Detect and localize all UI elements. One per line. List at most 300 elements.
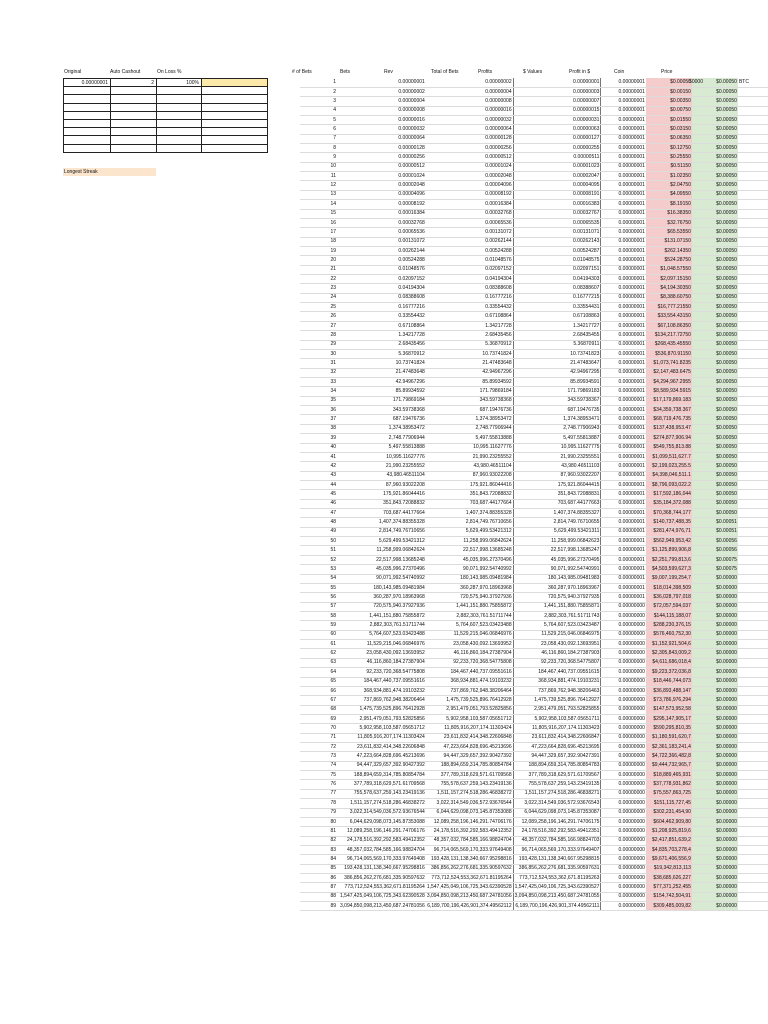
rev-cell[interactable]: 1,441,151,880.75855872 — [426, 602, 513, 611]
profit-in-dollars-cell[interactable]: $0.00050 — [692, 181, 738, 190]
bet-cell[interactable]: 2,882,303,761.51711744 — [339, 621, 426, 630]
bet-cell[interactable]: 0.00262144 — [339, 246, 426, 255]
bet-cell[interactable]: 0.00004096 — [339, 190, 426, 199]
profit-in-dollars-cell[interactable]: $0.00000 — [692, 761, 738, 770]
profit-cell[interactable]: 0.00000000 — [601, 855, 646, 864]
profit-in-dollars-cell[interactable]: $0.00050 — [692, 153, 738, 162]
profit-cell[interactable]: 0.00000001 — [601, 190, 646, 199]
bet-cell[interactable]: 47,223,664,828,696.45213696 — [339, 752, 426, 761]
profit-in-dollars-cell[interactable]: $0.00050 — [692, 396, 738, 405]
profit-in-dollars-cell[interactable]: $0.00050 — [692, 115, 738, 124]
profit-cell[interactable]: 0.00000000 — [601, 874, 646, 883]
bet-cell[interactable]: 737,869,762,948.38206464 — [339, 696, 426, 705]
bet-number-cell[interactable]: 25 — [300, 303, 339, 312]
coin-cell[interactable] — [738, 855, 768, 864]
coin-cell[interactable] — [738, 836, 768, 845]
bet-number-cell[interactable]: 40 — [300, 443, 339, 452]
rev-cell[interactable]: 10.73741824 — [426, 349, 513, 358]
total-of-bets-cell[interactable]: 0.33554431 — [513, 303, 601, 312]
rev-cell[interactable]: 92,233,720,368.54775808 — [426, 658, 513, 667]
profit-cell[interactable]: 0.00000001 — [601, 574, 646, 583]
rev-cell[interactable]: 42.94967296 — [426, 368, 513, 377]
dollar-value-cell[interactable]: $35,184,372,088 — [646, 499, 692, 508]
coin-cell[interactable] — [738, 499, 768, 508]
profit-in-dollars-cell[interactable]: $0.00050 — [692, 415, 738, 424]
rev-cell[interactable]: 96,714,065,569,170,333.97649408 — [426, 845, 513, 854]
bet-cell[interactable]: 46,116,860,184.27387904 — [339, 658, 426, 667]
rev-cell[interactable]: 1.34217728 — [426, 321, 513, 330]
profit-in-dollars-cell[interactable]: $0.00000 — [692, 602, 738, 611]
rev-cell[interactable]: 1,511,157,274,518,286.46838272 — [426, 789, 513, 798]
rev-cell[interactable]: 0.00001024 — [426, 162, 513, 171]
rev-cell[interactable]: 0.00065536 — [426, 218, 513, 227]
rev-cell[interactable]: 1,407,374.88355328 — [426, 509, 513, 518]
coin-cell[interactable] — [738, 293, 768, 302]
profit-cell[interactable]: 0.00000001 — [601, 537, 646, 546]
coin-cell[interactable] — [738, 817, 768, 826]
bet-cell[interactable]: 0.00065536 — [339, 228, 426, 237]
dollar-value-cell[interactable]: $144,115,188,07 — [646, 611, 692, 620]
dollar-value-cell[interactable]: $2,417,851,639,2 — [646, 836, 692, 845]
profit-cell[interactable]: 0.00000001 — [601, 583, 646, 592]
rev-cell[interactable]: 0.00000512 — [426, 153, 513, 162]
profit-cell[interactable]: 0.00000000 — [601, 640, 646, 649]
total-of-bets-cell[interactable]: 0.00000007 — [513, 97, 601, 106]
bet-cell[interactable]: 85.89934592 — [339, 387, 426, 396]
rev-cell[interactable]: 0.01048576 — [426, 256, 513, 265]
coin-cell[interactable] — [738, 275, 768, 284]
profit-in-dollars-cell[interactable]: $0.00050 — [692, 349, 738, 358]
bet-number-cell[interactable]: 17 — [300, 228, 339, 237]
dollar-value-cell[interactable]: $4,294,967.2955 — [646, 378, 692, 387]
profit-cell[interactable]: 0.00000001 — [601, 293, 646, 302]
dollar-value-cell[interactable]: $302,231,454,90 — [646, 808, 692, 817]
total-of-bets-cell[interactable]: 0.08388607 — [513, 284, 601, 293]
rev-cell[interactable]: 377,789,318,629,571.61709568 — [426, 771, 513, 780]
profit-cell[interactable]: 0.00000000 — [601, 743, 646, 752]
rev-cell[interactable]: 0.00000016 — [426, 106, 513, 115]
profit-cell[interactable]: 0.00000001 — [601, 134, 646, 143]
bet-cell[interactable]: 175,921.86044416 — [339, 490, 426, 499]
profit-cell[interactable]: 0.00000001 — [601, 153, 646, 162]
rev-cell[interactable]: 22,517,998.13685248 — [426, 546, 513, 555]
rev-cell[interactable]: 2,814,749.76710656 — [426, 518, 513, 527]
rev-cell[interactable]: 0.00000256 — [426, 144, 513, 153]
dollar-value-cell[interactable]: $274,877,906.94 — [646, 434, 692, 443]
dollar-value-cell[interactable]: $65.53550 — [646, 228, 692, 237]
rev-cell[interactable]: 2,882,303,761.51711744 — [426, 611, 513, 620]
profit-cell[interactable]: 0.00000001 — [601, 125, 646, 134]
coin-cell[interactable] — [738, 602, 768, 611]
coin-cell[interactable] — [738, 172, 768, 181]
coin-cell[interactable] — [738, 752, 768, 761]
total-of-bets-cell[interactable]: 11,258,999.06842623 — [513, 537, 601, 546]
bet-number-cell[interactable]: 21 — [300, 265, 339, 274]
bet-cell[interactable]: 0.16777216 — [339, 303, 426, 312]
total-of-bets-cell[interactable]: 687.19476735 — [513, 406, 601, 415]
bet-cell[interactable]: 21,990.23255552 — [339, 462, 426, 471]
profit-cell[interactable]: 0.00000001 — [601, 162, 646, 171]
profit-in-dollars-cell[interactable]: $0.00000 — [692, 902, 738, 911]
coin-cell[interactable] — [738, 153, 768, 162]
dollar-value-cell[interactable]: $151,115,727,45 — [646, 799, 692, 808]
rev-cell[interactable]: 5.36870912 — [426, 340, 513, 349]
total-of-bets-cell[interactable]: 0.00004095 — [513, 181, 601, 190]
profit-cell[interactable]: 0.00000001 — [601, 527, 646, 536]
dollar-value-cell[interactable]: $295,147,905,17 — [646, 714, 692, 723]
bet-cell[interactable]: 10,995.11627776 — [339, 452, 426, 461]
total-of-bets-cell[interactable]: 0.00000015 — [513, 106, 601, 115]
bet-cell[interactable]: 0.01048576 — [339, 265, 426, 274]
total-of-bets-cell[interactable]: 1,441,151,880.75855871 — [513, 602, 601, 611]
total-of-bets-cell[interactable]: 193,428,131,138,340,667.95298815 — [513, 855, 601, 864]
bet-number-cell[interactable]: 31 — [300, 359, 339, 368]
bet-cell[interactable]: 94,447,329,657,392.90427392 — [339, 761, 426, 770]
bet-number-cell[interactable]: 44 — [300, 480, 339, 489]
dollar-value-cell[interactable]: $281,474,976,71 — [646, 527, 692, 536]
bet-number-cell[interactable]: 12 — [300, 181, 339, 190]
bet-cell[interactable]: 0.00000002 — [339, 87, 426, 96]
rev-cell[interactable]: 1,475,739,525,896.76412928 — [426, 696, 513, 705]
coin-cell[interactable] — [738, 743, 768, 752]
bet-cell[interactable]: 360,287,970.18963968 — [339, 593, 426, 602]
profit-cell[interactable]: 0.00000001 — [601, 415, 646, 424]
profit-cell[interactable]: 0.00000000 — [601, 649, 646, 658]
rev-cell[interactable]: 368,934,881,474.19103232 — [426, 677, 513, 686]
bet-cell[interactable]: 0.00000001 — [339, 78, 426, 87]
dollar-value-cell[interactable]: $576,460,752,30 — [646, 630, 692, 639]
profit-in-dollars-cell[interactable]: $0.00000 — [692, 827, 738, 836]
profit-cell[interactable]: 0.00000000 — [601, 789, 646, 798]
coin-cell[interactable] — [738, 649, 768, 658]
profit-cell[interactable]: 0.00000000 — [601, 658, 646, 667]
rev-cell[interactable]: 6,189,700,196,426,901,374.49562112 — [426, 902, 513, 911]
profit-cell[interactable]: 0.00000000 — [601, 705, 646, 714]
rev-cell[interactable]: 0.33554432 — [426, 303, 513, 312]
bet-number-cell[interactable]: 2 — [300, 87, 339, 96]
coin-cell[interactable] — [738, 480, 768, 489]
profit-in-dollars-cell[interactable]: $0.00050 — [692, 434, 738, 443]
profit-in-dollars-cell[interactable]: $0.00050 — [692, 134, 738, 143]
dollar-value-cell[interactable]: $4.09550 — [646, 190, 692, 199]
total-of-bets-cell[interactable]: 5,497.55813887 — [513, 434, 601, 443]
total-of-bets-cell[interactable]: 43,980.46511103 — [513, 462, 601, 471]
profit-in-dollars-cell[interactable]: $0.00000 — [692, 883, 738, 892]
bet-number-cell[interactable]: 36 — [300, 406, 339, 415]
bet-cell[interactable]: 171.79869184 — [339, 396, 426, 405]
total-of-bets-cell[interactable]: 0.00262143 — [513, 237, 601, 246]
bet-number-cell[interactable]: 43 — [300, 471, 339, 480]
dollar-value-cell[interactable]: $140,737,488,35 — [646, 518, 692, 527]
bet-number-cell[interactable]: 68 — [300, 705, 339, 714]
bet-number-cell[interactable]: 59 — [300, 621, 339, 630]
bet-cell[interactable]: 2,951,479,051,793.52825856 — [339, 714, 426, 723]
dollar-value-cell[interactable]: $8,796,093,022.2 — [646, 480, 692, 489]
dollar-value-cell[interactable]: $0.12750 — [646, 144, 692, 153]
bet-cell[interactable]: 1,407,374.88355328 — [339, 518, 426, 527]
total-of-bets-cell[interactable]: 2,748.77906943 — [513, 424, 601, 433]
coin-cell[interactable] — [738, 883, 768, 892]
coin-cell[interactable] — [738, 724, 768, 733]
profit-in-dollars-cell[interactable]: $0.00000 — [692, 845, 738, 854]
dollar-value-cell[interactable]: $4,194.30350 — [646, 284, 692, 293]
profit-cell[interactable]: 0.00000001 — [601, 78, 646, 87]
dollar-value-cell[interactable]: $18,889,465,931 — [646, 771, 692, 780]
coin-cell[interactable] — [738, 827, 768, 836]
rev-cell[interactable]: 0.67108864 — [426, 312, 513, 321]
dollar-value-cell[interactable]: $9,444,732,965,7 — [646, 761, 692, 770]
total-of-bets-cell[interactable]: 386,856,262,276,681,335.90597631 — [513, 864, 601, 873]
bet-cell[interactable]: 22,517,998.13685248 — [339, 555, 426, 564]
dollar-value-cell[interactable]: $4,611,686,018,4 — [646, 658, 692, 667]
total-of-bets-cell[interactable]: 11,529,215,046.06846975 — [513, 630, 601, 639]
dollar-value-cell[interactable]: $1,125,899,906,8 — [646, 546, 692, 555]
total-of-bets-cell[interactable]: 21.47483647 — [513, 359, 601, 368]
rev-cell[interactable]: 343.59738368 — [426, 396, 513, 405]
total-of-bets-cell[interactable]: 343.59738367 — [513, 396, 601, 405]
profit-cell[interactable]: 0.00000001 — [601, 565, 646, 574]
total-of-bets-cell[interactable]: 0.00000255 — [513, 144, 601, 153]
bet-number-cell[interactable]: 54 — [300, 574, 339, 583]
profit-cell[interactable]: 0.00000001 — [601, 200, 646, 209]
profit-cell[interactable]: 0.00000001 — [601, 499, 646, 508]
profit-cell[interactable]: 0.00000001 — [601, 593, 646, 602]
profit-cell[interactable]: 0.00000000 — [601, 892, 646, 901]
bet-cell[interactable]: 0.00000004 — [339, 97, 426, 106]
dollar-value-cell[interactable]: $309,485,009,82 — [646, 902, 692, 911]
rev-cell[interactable]: 5,902,958,103,587.05651712 — [426, 714, 513, 723]
auto-cashout-cell[interactable]: 2 — [111, 79, 157, 87]
coin-cell[interactable] — [738, 387, 768, 396]
coin-cell[interactable] — [738, 162, 768, 171]
profit-cell[interactable]: 0.00000001 — [601, 471, 646, 480]
rev-cell[interactable]: 0.00002048 — [426, 172, 513, 181]
total-of-bets-cell[interactable]: 47,223,664,828,696.45213695 — [513, 743, 601, 752]
coin-cell[interactable] — [738, 518, 768, 527]
total-of-bets-cell[interactable]: 85.89934591 — [513, 378, 601, 387]
bet-cell[interactable]: 5,497.55813888 — [339, 443, 426, 452]
bet-cell[interactable]: 0.00000128 — [339, 144, 426, 153]
coin-cell[interactable] — [738, 125, 768, 134]
dollar-value-cell[interactable]: $0.51150 — [646, 162, 692, 171]
coin-cell[interactable] — [738, 368, 768, 377]
dollar-value-cell[interactable]: $1,180,591,620,7 — [646, 733, 692, 742]
bet-number-cell[interactable]: 23 — [300, 284, 339, 293]
rev-cell[interactable]: 703,687.44177664 — [426, 499, 513, 508]
profit-cell[interactable]: 0.00000000 — [601, 733, 646, 742]
total-of-bets-cell[interactable]: 87,960.93022207 — [513, 471, 601, 480]
profit-cell[interactable]: 0.00000001 — [601, 144, 646, 153]
bet-number-cell[interactable]: 76 — [300, 780, 339, 789]
profit-in-dollars-cell[interactable]: $0.00050 — [692, 471, 738, 480]
profit-in-dollars-cell[interactable]: $0.00000 — [692, 574, 738, 583]
rev-cell[interactable]: 184,467,440,737.09551616 — [426, 668, 513, 677]
profit-cell[interactable]: 0.00000001 — [601, 106, 646, 115]
dollar-value-cell[interactable]: $137,438,953.47 — [646, 424, 692, 433]
empty-cell[interactable] — [202, 136, 268, 144]
rev-cell[interactable]: 21,990.23255552 — [426, 452, 513, 461]
profit-in-dollars-cell[interactable]: $0.00050 — [692, 275, 738, 284]
bet-cell[interactable]: 1.34217728 — [339, 331, 426, 340]
rev-cell[interactable]: 755,578,637,259,143.23419136 — [426, 780, 513, 789]
profit-cell[interactable]: 0.00000001 — [601, 275, 646, 284]
bet-cell[interactable]: 43,980.46511104 — [339, 471, 426, 480]
profit-cell[interactable]: 0.00000001 — [601, 97, 646, 106]
profit-cell[interactable]: 0.00000000 — [601, 836, 646, 845]
bet-number-cell[interactable]: 34 — [300, 387, 339, 396]
profit-in-dollars-cell[interactable]: $0.00000 — [692, 658, 738, 667]
bet-number-cell[interactable]: 38 — [300, 424, 339, 433]
total-of-bets-cell[interactable]: 1,475,739,525,896.76412927 — [513, 696, 601, 705]
rev-cell[interactable]: 6,044,629,098,073,145.87353088 — [426, 808, 513, 817]
dollar-value-cell[interactable]: $2,305,843,009,2 — [646, 649, 692, 658]
total-of-bets-cell[interactable]: 1,511,157,274,518,286.46838271 — [513, 789, 601, 798]
bet-number-cell[interactable]: 19 — [300, 246, 339, 255]
coin-cell[interactable] — [738, 87, 768, 96]
coin-cell[interactable] — [738, 546, 768, 555]
rev-cell[interactable]: 360,287,970.18963968 — [426, 583, 513, 592]
dollar-value-cell[interactable]: $73,786,976,294 — [646, 696, 692, 705]
total-of-bets-cell[interactable]: 22,517,998.13685247 — [513, 546, 601, 555]
profit-cell[interactable]: 0.00000001 — [601, 452, 646, 461]
rev-cell[interactable]: 0.00000128 — [426, 134, 513, 143]
total-of-bets-cell[interactable]: 10,995.11627775 — [513, 443, 601, 452]
profit-cell[interactable]: 0.00000001 — [601, 303, 646, 312]
bet-number-cell[interactable]: 88 — [300, 892, 339, 901]
dollar-value-cell[interactable]: $0.03150 — [646, 125, 692, 134]
profit-cell[interactable]: 0.00000000 — [601, 799, 646, 808]
profit-cell[interactable]: 0.00000000 — [601, 817, 646, 826]
coin-cell[interactable] — [738, 686, 768, 695]
empty-cell[interactable] — [111, 87, 157, 95]
bet-cell[interactable]: 0.33554432 — [339, 312, 426, 321]
profit-cell[interactable]: 0.00000001 — [601, 546, 646, 555]
rev-cell[interactable]: 386,856,262,276,681,335.90597632 — [426, 864, 513, 873]
profit-in-dollars-cell[interactable]: $0.00050 — [692, 293, 738, 302]
dollar-value-cell[interactable]: $32.76750 — [646, 218, 692, 227]
bet-number-cell[interactable]: 82 — [300, 836, 339, 845]
total-of-bets-cell[interactable]: 5,629,499.53421311 — [513, 527, 601, 536]
rev-cell[interactable]: 46,116,860,184.27387904 — [426, 649, 513, 658]
bet-number-cell[interactable]: 42 — [300, 462, 339, 471]
bet-cell[interactable]: 92,233,720,368.54775808 — [339, 668, 426, 677]
empty-cell[interactable] — [64, 119, 111, 127]
profit-in-dollars-cell[interactable]: $0.00050 — [692, 378, 738, 387]
dollar-value-cell[interactable]: $72,057,594,037 — [646, 602, 692, 611]
bet-number-cell[interactable]: 35 — [300, 396, 339, 405]
dollar-value-cell[interactable]: $2,147,483.6475 — [646, 368, 692, 377]
bet-number-cell[interactable]: 24 — [300, 293, 339, 302]
bet-number-cell[interactable]: 70 — [300, 724, 339, 733]
profit-in-dollars-cell[interactable]: $0.00000 — [692, 640, 738, 649]
rev-cell[interactable]: 0.02097152 — [426, 265, 513, 274]
total-of-bets-cell[interactable]: 3,022,314,549,036,572.93676543 — [513, 799, 601, 808]
dollar-value-cell[interactable]: $4,503,599,627,3 — [646, 565, 692, 574]
bet-cell[interactable]: 0.04194304 — [339, 284, 426, 293]
bet-cell[interactable]: 1,547,425,049,106,725,343.62390528 — [339, 892, 426, 901]
bet-cell[interactable]: 0.00032768 — [339, 218, 426, 227]
profit-cell[interactable]: 0.00000001 — [601, 321, 646, 330]
bet-number-cell[interactable]: 75 — [300, 771, 339, 780]
bet-cell[interactable]: 5,764,607,523.03423488 — [339, 630, 426, 639]
profit-in-dollars-cell[interactable]: $0.00000 — [692, 864, 738, 873]
bet-cell[interactable]: 12,089,258,196,146,291.74706176 — [339, 827, 426, 836]
bet-number-cell[interactable]: 50 — [300, 537, 339, 546]
rev-cell[interactable]: 2,951,479,051,793.52825856 — [426, 705, 513, 714]
rev-cell[interactable]: 21.47483648 — [426, 359, 513, 368]
total-of-bets-cell[interactable]: 1,407,374.88355327 — [513, 509, 601, 518]
profit-in-dollars-cell[interactable]: $0.00050 — [692, 509, 738, 518]
profit-in-dollars-cell[interactable]: $0.00050 — [692, 462, 738, 471]
rev-cell[interactable]: 0.16777216 — [426, 293, 513, 302]
coin-cell[interactable] — [738, 209, 768, 218]
rev-cell[interactable]: 180,143,985.09481984 — [426, 574, 513, 583]
profit-cell[interactable]: 0.00000001 — [601, 368, 646, 377]
bet-cell[interactable]: 0.00524288 — [339, 256, 426, 265]
total-of-bets-cell[interactable]: 23,611,832,414,348.22606847 — [513, 733, 601, 742]
dollar-value-cell[interactable]: $154,742,504,91 — [646, 892, 692, 901]
empty-cell[interactable] — [111, 103, 157, 111]
total-of-bets-cell[interactable]: 12,089,258,196,146,291.74706175 — [513, 817, 601, 826]
total-of-bets-cell[interactable]: 703,687.44177663 — [513, 499, 601, 508]
empty-cell[interactable] — [64, 144, 111, 152]
rev-cell[interactable]: 90,071,992.54740992 — [426, 565, 513, 574]
total-of-bets-cell[interactable]: 0.00016383 — [513, 200, 601, 209]
rev-cell[interactable]: 48,357,032,784,585,166.98824704 — [426, 836, 513, 845]
bet-number-cell[interactable]: 73 — [300, 752, 339, 761]
coin-cell[interactable] — [738, 181, 768, 190]
bet-number-cell[interactable]: 39 — [300, 434, 339, 443]
dollar-value-cell[interactable]: $0.00350 — [646, 97, 692, 106]
total-of-bets-cell[interactable]: 5,902,958,103,587.05651711 — [513, 714, 601, 723]
dollar-value-cell[interactable]: $19,342,813,113 — [646, 864, 692, 873]
dollar-value-cell[interactable]: $4,398,046,511.1 — [646, 471, 692, 480]
profit-in-dollars-cell[interactable]: $0.00050 — [692, 106, 738, 115]
dollar-value-cell[interactable]: $8,589,934.5915 — [646, 387, 692, 396]
dollar-value-cell[interactable]: $16,777.21550 — [646, 303, 692, 312]
empty-cell[interactable] — [64, 95, 111, 103]
dollar-value-cell[interactable]: $9,007,199,254,7 — [646, 574, 692, 583]
bet-number-cell[interactable]: 84 — [300, 855, 339, 864]
rev-cell[interactable]: 47,223,664,828,696.45213696 — [426, 743, 513, 752]
bet-cell[interactable]: 343.59738368 — [339, 406, 426, 415]
coin-cell[interactable] — [738, 406, 768, 415]
bet-cell[interactable]: 96,714,065,569,170,333.97649408 — [339, 855, 426, 864]
coin-cell[interactable] — [738, 303, 768, 312]
bet-number-cell[interactable]: 49 — [300, 527, 339, 536]
dollar-value-cell[interactable]: $1,073,741.8235 — [646, 359, 692, 368]
bet-cell[interactable]: 23,058,430,092.13693952 — [339, 649, 426, 658]
rev-cell[interactable]: 45,035,996.27370496 — [426, 555, 513, 564]
empty-cell[interactable] — [111, 128, 157, 136]
on-loss-cell[interactable]: 100% — [157, 79, 202, 87]
total-of-bets-cell[interactable]: 23,058,430,092.13693951 — [513, 640, 601, 649]
profit-in-dollars-cell[interactable]: $0.00000 — [692, 733, 738, 742]
coin-cell[interactable] — [738, 378, 768, 387]
coin-cell[interactable] — [738, 780, 768, 789]
profit-in-dollars-cell[interactable]: $0.00050 — [692, 97, 738, 106]
bet-number-cell[interactable]: 57 — [300, 602, 339, 611]
bet-number-cell[interactable]: 22 — [300, 275, 339, 284]
bet-number-cell[interactable]: 58 — [300, 611, 339, 620]
profit-cell[interactable]: 0.00000000 — [601, 724, 646, 733]
total-of-bets-cell[interactable]: 175,921.86044415 — [513, 480, 601, 489]
coin-cell[interactable] — [738, 565, 768, 574]
rev-cell[interactable]: 687.19476736 — [426, 406, 513, 415]
dollar-value-cell[interactable]: $1,099,511,627.7 — [646, 452, 692, 461]
dollar-value-cell[interactable]: $9,223,372,036,8 — [646, 668, 692, 677]
profit-cell[interactable]: 0.00000001 — [601, 434, 646, 443]
